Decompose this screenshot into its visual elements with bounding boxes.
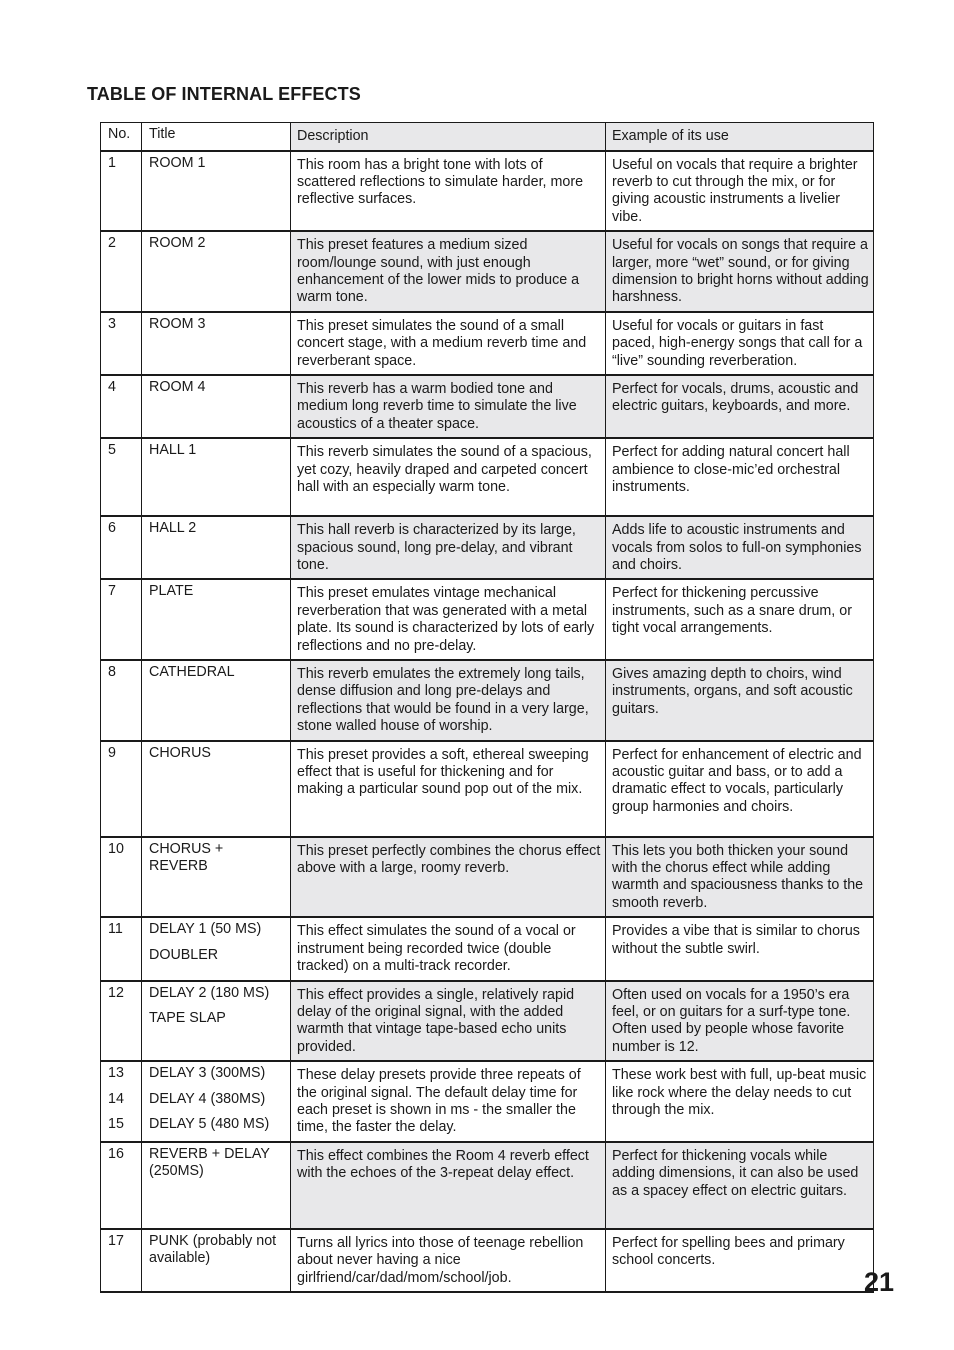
table-row: [101, 741, 874, 837]
cell-example: Perfect for vocals, drums, acoustic and electric guitars, keyboards, and more.: [606, 375, 874, 438]
cell-description: Turns all lyrics into those of teenage rebellion about never having a nice girlfriend/car/dad/mom/school/job.: [291, 1229, 606, 1292]
effect-number: 9: [108, 744, 116, 761]
effect-title: TAPE SLAP: [149, 1009, 226, 1026]
cell-example: Useful for vocals on songs that require a larger, more “wet” sound, or for giving dimension to bright horns without adding harshness.: [606, 231, 874, 312]
cell-description: This hall reverb is characterized by its large, spacious sound, long pre-delay, and vibrant tone.: [291, 516, 606, 579]
cell-number: [101, 1061, 142, 1142]
cell-title: [142, 579, 291, 660]
cell-example: These work best with full, up-beat music like rock where the delay needs to cut through the mix.: [606, 1061, 874, 1142]
effect-title: PUNK (probably not available): [149, 1232, 277, 1267]
header-description: Description: [291, 123, 606, 151]
internal-effects-table: [100, 122, 874, 1293]
cell-number: [101, 741, 142, 837]
effect-number: 17: [108, 1232, 124, 1249]
table-row: [101, 981, 874, 1062]
cell-example: Adds life to acoustic instruments and vocals from solos to full-on symphonies and choirs.: [606, 516, 874, 579]
cell-title: [142, 1061, 291, 1142]
effect-number: 10: [108, 840, 124, 857]
table-row: [101, 438, 874, 516]
table-row: [101, 151, 874, 232]
effect-number: 12: [108, 984, 124, 1001]
cell-title: [142, 438, 291, 516]
page-number: 21: [863, 1267, 894, 1297]
cell-example: Useful on vocals that require a brighter reverb to cut through the mix, or for giving acoustic instruments a livelier vibe.: [606, 151, 874, 232]
cell-title: [142, 375, 291, 438]
cell-number: [101, 438, 142, 516]
effect-title: ROOM 1: [149, 154, 206, 171]
header-example: Example of its use: [606, 123, 874, 151]
effect-number: 14: [108, 1090, 124, 1107]
effect-number: 5: [108, 442, 116, 459]
cell-number: [101, 660, 142, 741]
cell-number: [101, 917, 142, 980]
cell-example: Perfect for thickening vocals while adding dimensions, it can also be used as a spacey effect on electric guitars.: [606, 1142, 874, 1229]
cell-title: [142, 151, 291, 232]
cell-title: [142, 231, 291, 312]
cell-description: These delay presets provide three repeats of the original signal. The default delay time for each preset is shown in ms - the smaller the time, the faster the delay.: [291, 1061, 606, 1142]
cell-description: This preset simulates the sound of a small concert stage, with a medium reverb time and reverberant space.: [291, 312, 606, 375]
effect-title: ROOM 2: [149, 235, 206, 252]
cell-number: [101, 981, 142, 1062]
cell-title: [142, 981, 291, 1062]
table-row: [101, 1142, 874, 1229]
effect-title: DELAY 2 (180 MS): [149, 984, 270, 1001]
cell-description: This reverb has a warm bodied tone and medium long reverb time to simulate the live acoustics of a theater space.: [291, 375, 606, 438]
table-body: [101, 151, 874, 1292]
effect-number: 16: [108, 1145, 124, 1162]
effect-number: 4: [108, 378, 116, 395]
table-row: [101, 579, 874, 660]
cell-title: [142, 312, 291, 375]
cell-number: [101, 579, 142, 660]
cell-number: [101, 516, 142, 579]
header-no: No.: [101, 123, 142, 151]
cell-example: Perfect for spelling bees and primary school concerts.: [606, 1229, 874, 1292]
cell-number: [101, 1229, 142, 1292]
cell-number: [101, 231, 142, 312]
effect-title: HALL 1: [149, 442, 197, 459]
table-row: [101, 660, 874, 741]
cell-title: [142, 1142, 291, 1229]
cell-description: This reverb emulates the extremely long tails, dense diffusion and long pre-delays and reflections that would be found in a very large, stone walled house of worship.: [291, 660, 606, 741]
effect-number: 3: [108, 315, 116, 332]
cell-description: This preset features a medium sized room/lounge sound, with just enough enhancement of the lower mids to produce a warm tone.: [291, 231, 606, 312]
cell-number: [101, 1142, 142, 1229]
cell-number: [101, 312, 142, 375]
cell-title: [142, 837, 291, 918]
effect-title: HALL 2: [149, 520, 197, 537]
cell-number: [101, 837, 142, 918]
effect-title: DELAY 5 (480 MS): [149, 1115, 270, 1132]
header-title: Title: [142, 123, 291, 151]
effect-title: DELAY 4 (380MS): [149, 1090, 266, 1107]
effect-number: 6: [108, 520, 116, 537]
cell-description: This reverb simulates the sound of a spacious, yet cozy, heavily draped and carpeted concert hall with an especially warm tone.: [291, 438, 606, 516]
cell-example: Perfect for thickening percussive instruments, such as a snare drum, or tight vocal arrangements.: [606, 579, 874, 660]
table-row: [101, 375, 874, 438]
table-row: [101, 312, 874, 375]
cell-title: [142, 741, 291, 837]
cell-title: [142, 1229, 291, 1292]
effect-title: DOUBLER: [149, 946, 219, 963]
effect-title: PLATE: [149, 583, 194, 600]
cell-example: Perfect for enhancement of electric and acoustic guitar and bass, or to add a dramatic effect to vocals, particularly group harmonies and choirs.: [606, 741, 874, 837]
cell-example: Provides a vibe that is similar to chorus without the subtle swirl.: [606, 917, 874, 980]
cell-number: [101, 375, 142, 438]
page-title: TABLE OF INTERNAL EFFECTS: [87, 84, 361, 104]
table-row: [101, 837, 874, 918]
cell-description: This room has a bright tone with lots of scattered reflections to simulate harder, more reflective surfaces.: [291, 151, 606, 232]
cell-description: This preset emulates vintage mechanical reverberation that was generated with a metal plate. Its sound is characterized by lots of early reflections and no pre-delay.: [291, 579, 606, 660]
table-row: [101, 917, 874, 980]
effect-number: 15: [108, 1115, 124, 1132]
cell-example: Perfect for adding natural concert hall ambience to close-mic’ed orchestral instruments.: [606, 438, 874, 516]
effect-title: DELAY 1 (50 MS): [149, 921, 262, 938]
cell-title: [142, 660, 291, 741]
effect-title: CHORUS: [149, 744, 211, 761]
effect-number: 13: [108, 1065, 124, 1082]
effect-number: 7: [108, 583, 116, 600]
effect-title: CHORUS + REVERB: [149, 840, 224, 875]
table-row: [101, 231, 874, 312]
effect-title: CATHEDRAL: [149, 664, 235, 681]
cell-title: [142, 917, 291, 980]
cell-example: This lets you both thicken your sound with the chorus effect while adding warmth and spaciousness thanks to the smooth reverb.: [606, 837, 874, 918]
effect-number: 11: [108, 921, 123, 938]
effect-title: ROOM 3: [149, 315, 206, 332]
effect-title: REVERB + DELAY (250MS): [149, 1145, 270, 1180]
effect-number: 1: [108, 154, 116, 171]
cell-number: [101, 151, 142, 232]
table-row: [101, 1229, 874, 1292]
table-header-row: [101, 123, 874, 151]
cell-description: This preset perfectly combines the chorus effect above with a large, roomy reverb.: [291, 837, 606, 918]
table-row: [101, 1061, 874, 1142]
cell-description: This effect simulates the sound of a vocal or instrument being recorded twice (double tracked) on a multi-track recorder.: [291, 917, 606, 980]
effect-title: DELAY 3 (300MS): [149, 1065, 266, 1082]
cell-description: This effect provides a single, relatively rapid delay of the original signal, with the added warmth that vintage tape-based echo units provided.: [291, 981, 606, 1062]
table-row: [101, 516, 874, 579]
cell-description: This effect combines the Room 4 reverb effect with the echoes of the 3-repeat delay effect.: [291, 1142, 606, 1229]
cell-example: Gives amazing depth to choirs, wind instruments, organs, and soft acoustic guitars.: [606, 660, 874, 741]
cell-description: This preset provides a soft, ethereal sweeping effect that is useful for thickening and for making a particular sound pop out of the mix.: [291, 741, 606, 837]
cell-example: Often used on vocals for a 1950’s era feel, or on guitars for a surf-type tone. Often used by people whose favorite number is 12.: [606, 981, 874, 1062]
effect-number: 8: [108, 664, 116, 681]
cell-title: [142, 516, 291, 579]
effect-number: 2: [108, 235, 116, 252]
effect-title: ROOM 4: [149, 378, 206, 395]
cell-example: Useful for vocals or guitars in fast paced, high-energy songs that call for a “live” sounding reverberation.: [606, 312, 874, 375]
